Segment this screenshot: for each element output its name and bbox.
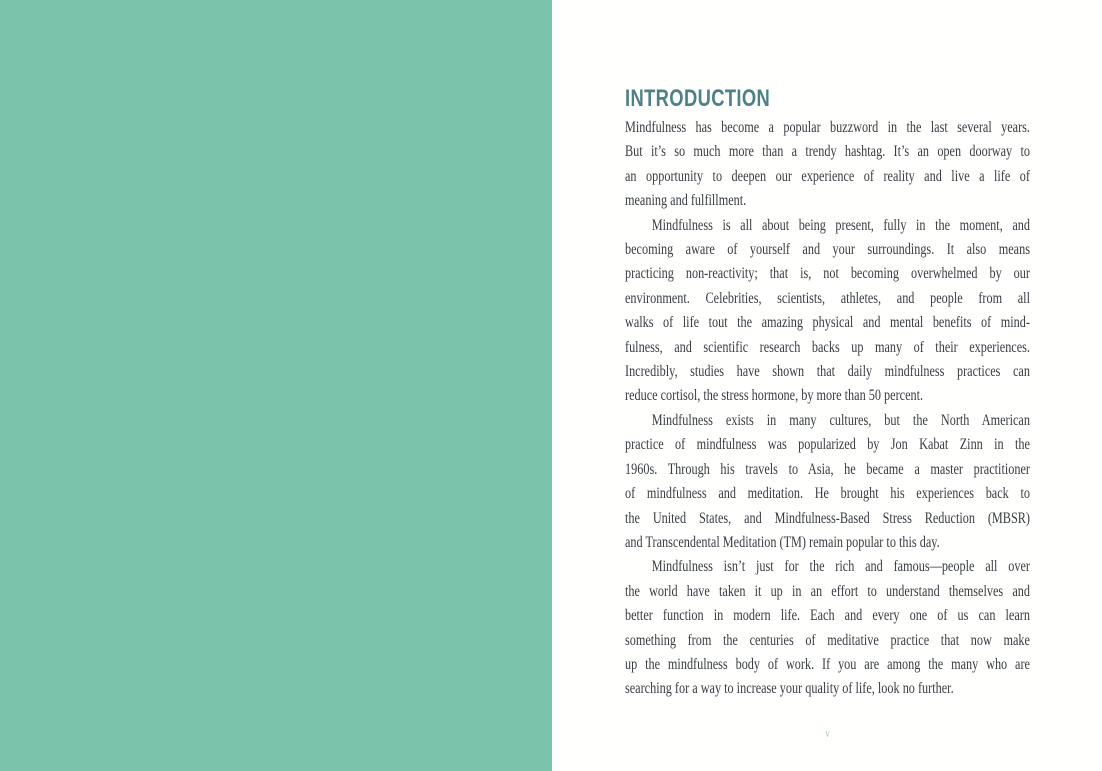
text-line: Mindfulness isn’t just for the rich and famous—people all over [651, 558, 1030, 576]
text-line: environment. Celebrities, scientists, athletes, and people from all [625, 289, 1030, 307]
text-line: practicing non-reactivity; that is, not becoming overwhelmed by our [625, 265, 1030, 283]
text-line: Mindfulness exists in many cultures, but the North American [651, 411, 1030, 429]
text-line: Incredibly, studies have shown that daily mindfulness practices can [625, 363, 1030, 381]
text-line: searching for a way to increase your quality of life, look no further. [625, 680, 954, 698]
text-line: But it’s so much more than a trendy hashtag. It’s an open doorway to [625, 143, 1030, 161]
text-line: becoming aware of yourself and your surroundings. It also means [625, 241, 1030, 259]
paragraph [625, 409, 1030, 555]
right-page [552, 0, 1102, 771]
text-line: fulness, and scientific research backs up many of their experiences. [625, 338, 1030, 356]
text-line: the world have taken it up in an effort to understand themselves and [625, 582, 1030, 600]
text-line: something from the centuries of meditative practice that now make [625, 631, 1030, 649]
text-line: and Transcendental Meditation (TM) remain popular to this day. [625, 533, 940, 551]
text-line: of mindfulness and meditation. He brought his experiences back to [625, 485, 1030, 503]
text-line: better function in modern life. Each and every one of us can learn [625, 607, 1030, 625]
paragraph [625, 555, 1030, 701]
text-line: Mindfulness is all about being present, fully in the moment, and [651, 216, 1030, 234]
paragraph [625, 116, 1030, 214]
text-line: 1960s. Through his travels to Asia, he became a master practitioner [625, 460, 1030, 478]
text-line: an opportunity to deepen our experience of reality and live a life of [625, 167, 1030, 185]
text-line: practice of mindfulness was popularized by Jon Kabat Zinn in the [625, 436, 1030, 454]
section-heading: INTRODUCTION [625, 85, 771, 112]
text-line: reduce cortisol, the stress hormone, by more than 50 percent. [625, 387, 924, 405]
paragraph [625, 214, 1030, 409]
text-column [625, 86, 1030, 740]
page-number: v [825, 725, 830, 740]
text-line: the United States, and Mindfulness-Based Stress Reduction (MBSR) [625, 509, 1030, 527]
paragraphs-container [625, 116, 1030, 702]
text-line: walks of life tout the amazing physical and mental benefits of mind- [625, 314, 1030, 332]
text-line: up the mindfulness body of work. If you are among the many who are [625, 655, 1030, 673]
text-line: Mindfulness has become a popular buzzword in the last several years. [625, 119, 1030, 136]
text-line: meaning and fulfillment. [625, 192, 747, 210]
